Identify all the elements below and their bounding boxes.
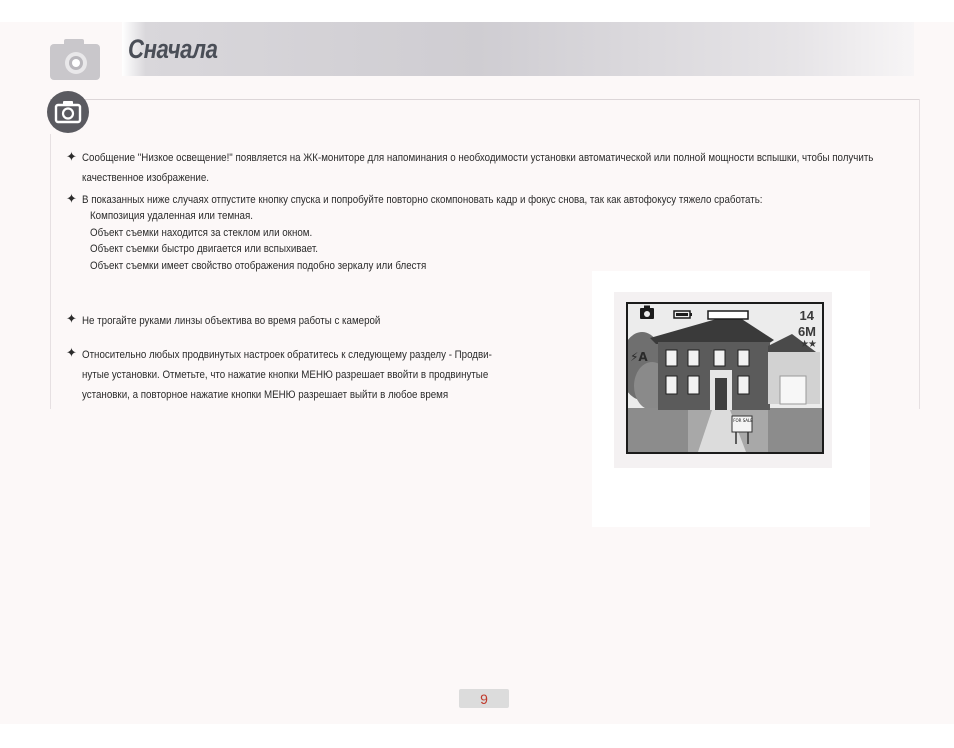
- house-photo: [628, 304, 822, 452]
- four-point-star-icon: ✦: [66, 150, 77, 165]
- camera-lcd-screen: [626, 302, 824, 454]
- flash-mode-icon: ⚡A: [630, 350, 648, 364]
- four-point-star-icon: ✦: [66, 312, 77, 327]
- for-sale-sign-text: FOR SALE: [733, 418, 753, 423]
- bullet-2-sub-item: Объект съемки имеет свойство отображения подобно зеркалу или блестя: [90, 260, 427, 272]
- four-point-star-icon: ✦: [66, 346, 77, 361]
- bullet-1-line-2: качественное изображение.: [82, 172, 210, 184]
- bullet-4-line-2: нутые установки. Отметьте, что нажатие кнопки МЕНЮ разрешает ввойти в продвинутые: [82, 369, 489, 381]
- title-band: [122, 22, 914, 76]
- frame-line-top: [50, 99, 920, 100]
- camera-icon: [48, 38, 104, 82]
- bullet-2-sub-item: Объект съемки находится за стеклом или окном.: [90, 227, 313, 239]
- bullet-4-line-1: Относительно любых продвинутых настроек обратитесь к следующему разделу - Продви-: [82, 349, 492, 361]
- shots-remaining-readout: 14: [799, 308, 814, 323]
- resolution-readout: 6M: [797, 324, 816, 339]
- bullet-2-sub-item: Композиция удаленная или темная.: [90, 210, 253, 222]
- four-point-star-icon: ✦: [66, 192, 77, 207]
- bullet-2-sub-item: Объект съемки быстро двигается или вспыхивает.: [90, 243, 319, 255]
- bullet-3-line-1: Не трогайте руками линзы объектива во время работы с камерой: [82, 315, 381, 327]
- page-title: Сначала: [128, 34, 218, 64]
- frame-line-left: [50, 134, 51, 409]
- page-number: 9: [480, 691, 488, 707]
- bullet-4-line-3: установки, а повторное нажатие кнопки МЕНЮ разрешает выйти в любое время: [82, 389, 449, 401]
- bullet-1-line-1: Сообщение "Низкое освещение!" появляется на ЖК-мониторе для напоминания о необходимости установки автоматической или полной мощности вспышки, чтобы получить: [82, 152, 874, 164]
- bullet-2-line-1: В показанных ниже случаях отпустите кнопку спуска и попробуйте повторно скомпоновать кадр и фокус снова, так как автофокусу тяжело сработать:: [82, 194, 763, 206]
- quality-stars: ★★: [800, 339, 816, 350]
- camera-circle-icon: [46, 90, 90, 134]
- frame-line-right: [919, 99, 920, 409]
